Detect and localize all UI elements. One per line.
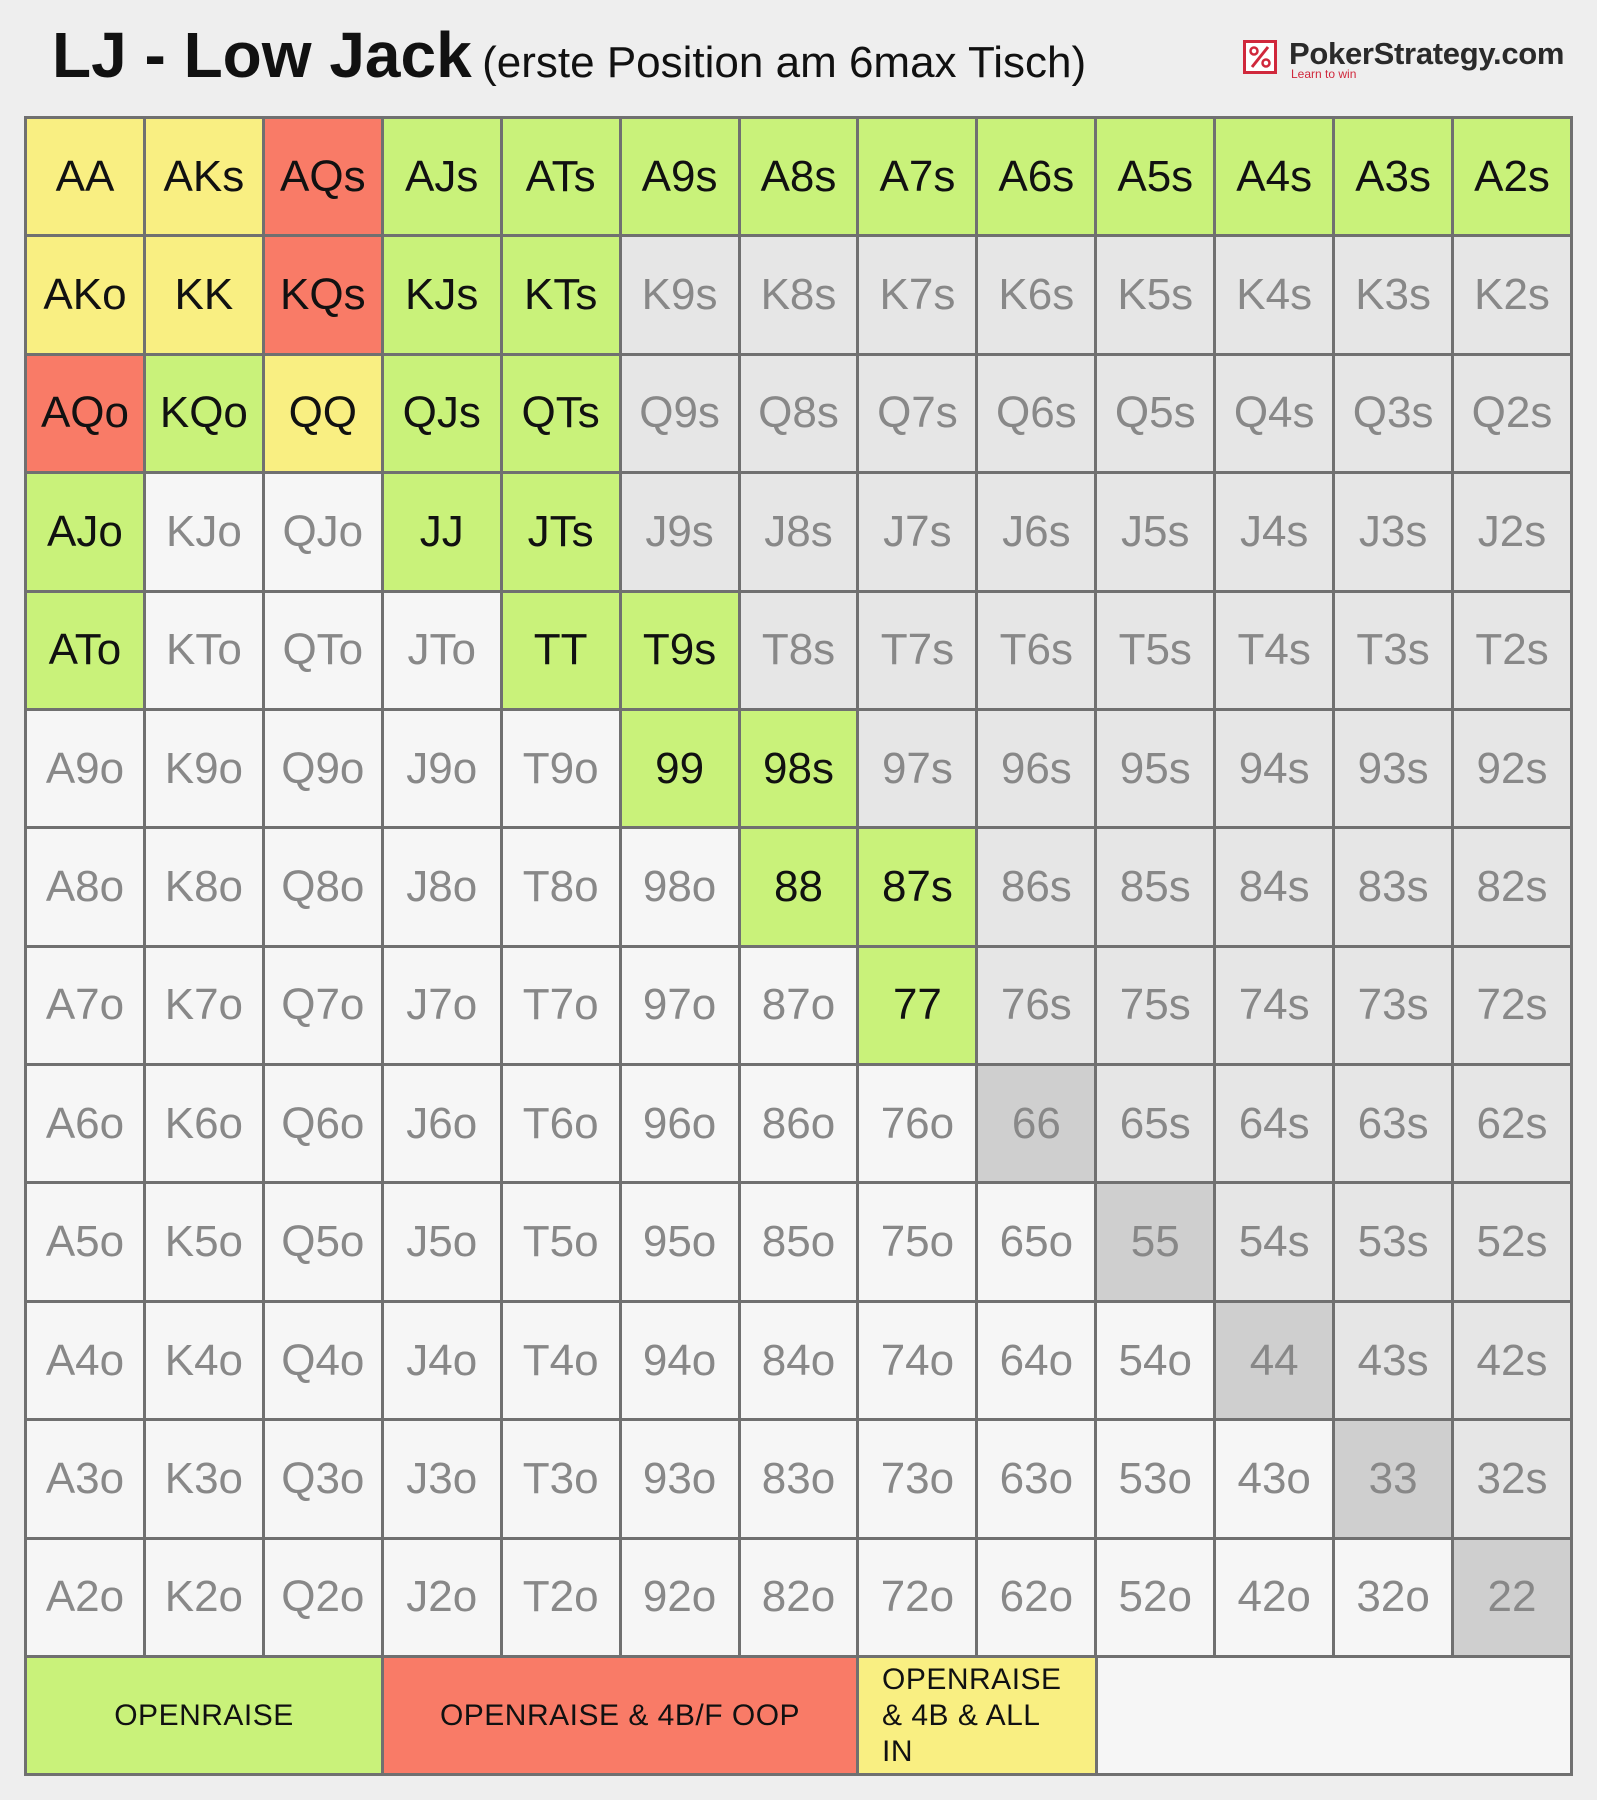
legend-empty-cell: [1098, 1658, 1570, 1773]
hand-cell-A6s: A6s: [978, 119, 1094, 234]
hand-cell-74o: 74o: [859, 1303, 975, 1418]
hand-cell-Q8o: Q8o: [265, 829, 381, 944]
hand-cell-55: 55: [1097, 1184, 1213, 1299]
hand-cell-J8o: J8o: [384, 829, 500, 944]
hand-cell-K3o: K3o: [146, 1421, 262, 1536]
hand-cell-52s: 52s: [1454, 1184, 1570, 1299]
hand-cell-76s: 76s: [978, 948, 1094, 1063]
hand-cell-53o: 53o: [1097, 1421, 1213, 1536]
hand-cell-KK: KK: [146, 237, 262, 352]
hand-cell-KJs: KJs: [384, 237, 500, 352]
hand-cell-K7s: K7s: [859, 237, 975, 352]
hand-cell-98o: 98o: [622, 829, 738, 944]
hand-cell-KQs: KQs: [265, 237, 381, 352]
hand-cell-Q3o: Q3o: [265, 1421, 381, 1536]
hand-cell-ATs: ATs: [503, 119, 619, 234]
legend: [24, 1655, 1573, 1776]
hand-cell-T5o: T5o: [503, 1184, 619, 1299]
hand-cell-A5s: A5s: [1097, 119, 1213, 234]
hand-cell-Q2s: Q2s: [1454, 356, 1570, 471]
hand-cell-98s: 98s: [741, 711, 857, 826]
hand-cell-92o: 92o: [622, 1540, 738, 1655]
hand-cell-J4s: J4s: [1216, 474, 1332, 589]
legend-label: OPENRAISE & 4B/F OOP: [439, 1698, 801, 1732]
hand-cell-AA: AA: [27, 119, 143, 234]
hand-cell-Q9s: Q9s: [622, 356, 738, 471]
hand-cell-62o: 62o: [978, 1540, 1094, 1655]
hand-cell-QQ: QQ: [265, 356, 381, 471]
hand-cell-J9o: J9o: [384, 711, 500, 826]
hand-cell-K6o: K6o: [146, 1066, 262, 1181]
hand-cell-J5s: J5s: [1097, 474, 1213, 589]
hand-cell-J3o: J3o: [384, 1421, 500, 1536]
hand-cell-AQs: AQs: [265, 119, 381, 234]
hand-cell-JJ: JJ: [384, 474, 500, 589]
hand-cell-J5o: J5o: [384, 1184, 500, 1299]
hand-cell-93s: 93s: [1335, 711, 1451, 826]
hand-cell-T3s: T3s: [1335, 593, 1451, 708]
hand-cell-T9o: T9o: [503, 711, 619, 826]
hand-cell-K8s: K8s: [741, 237, 857, 352]
hand-cell-52o: 52o: [1097, 1540, 1213, 1655]
hand-cell-53s: 53s: [1335, 1184, 1451, 1299]
hand-cell-A8s: A8s: [741, 119, 857, 234]
hand-cell-73o: 73o: [859, 1421, 975, 1536]
percent-card-icon: [1243, 40, 1277, 74]
hand-cell-K6s: K6s: [978, 237, 1094, 352]
hand-cell-84s: 84s: [1216, 829, 1332, 944]
hand-cell-86o: 86o: [741, 1066, 857, 1181]
hand-range-grid: [24, 116, 1573, 1658]
hand-cell-65s: 65s: [1097, 1066, 1213, 1181]
hand-cell-JTo: JTo: [384, 593, 500, 708]
hand-cell-75s: 75s: [1097, 948, 1213, 1063]
hand-cell-Q4s: Q4s: [1216, 356, 1332, 471]
hand-cell-K9o: K9o: [146, 711, 262, 826]
hand-cell-K3s: K3s: [1335, 237, 1451, 352]
hand-cell-32s: 32s: [1454, 1421, 1570, 1536]
hand-cell-66: 66: [978, 1066, 1094, 1181]
hand-cell-K5s: K5s: [1097, 237, 1213, 352]
hand-cell-84o: 84o: [741, 1303, 857, 1418]
header: [0, 0, 1597, 118]
hand-cell-K8o: K8o: [146, 829, 262, 944]
hand-cell-73s: 73s: [1335, 948, 1451, 1063]
hand-cell-J7o: J7o: [384, 948, 500, 1063]
hand-cell-93o: 93o: [622, 1421, 738, 1536]
hand-cell-A5o: A5o: [27, 1184, 143, 1299]
logo-tagline: Learn to win: [1291, 67, 1357, 81]
hand-cell-33: 33: [1335, 1421, 1451, 1536]
hand-cell-QJs: QJs: [384, 356, 500, 471]
hand-cell-Q2o: Q2o: [265, 1540, 381, 1655]
hand-cell-A4s: A4s: [1216, 119, 1332, 234]
hand-cell-AJs: AJs: [384, 119, 500, 234]
hand-cell-T2o: T2o: [503, 1540, 619, 1655]
hand-cell-44: 44: [1216, 1303, 1332, 1418]
hand-cell-63s: 63s: [1335, 1066, 1451, 1181]
hand-cell-65o: 65o: [978, 1184, 1094, 1299]
hand-cell-83o: 83o: [741, 1421, 857, 1536]
hand-cell-T5s: T5s: [1097, 593, 1213, 708]
hand-cell-32o: 32o: [1335, 1540, 1451, 1655]
hand-cell-86s: 86s: [978, 829, 1094, 944]
hand-cell-T7o: T7o: [503, 948, 619, 1063]
hand-cell-J6s: J6s: [978, 474, 1094, 589]
hand-cell-54o: 54o: [1097, 1303, 1213, 1418]
hand-cell-94s: 94s: [1216, 711, 1332, 826]
hand-cell-A3o: A3o: [27, 1421, 143, 1536]
hand-cell-T4o: T4o: [503, 1303, 619, 1418]
hand-cell-96o: 96o: [622, 1066, 738, 1181]
hand-cell-42s: 42s: [1454, 1303, 1570, 1418]
hand-cell-K2s: K2s: [1454, 237, 1570, 352]
hand-cell-AJo: AJo: [27, 474, 143, 589]
legend-item-fourbet-fold: [384, 1658, 856, 1773]
hand-cell-72o: 72o: [859, 1540, 975, 1655]
hand-cell-96s: 96s: [978, 711, 1094, 826]
hand-cell-J3s: J3s: [1335, 474, 1451, 589]
hand-cell-64o: 64o: [978, 1303, 1094, 1418]
hand-cell-A9s: A9s: [622, 119, 738, 234]
hand-cell-AQo: AQo: [27, 356, 143, 471]
hand-cell-A2o: A2o: [27, 1540, 143, 1655]
hand-cell-99: 99: [622, 711, 738, 826]
hand-cell-AKs: AKs: [146, 119, 262, 234]
hand-cell-A9o: A9o: [27, 711, 143, 826]
hand-cell-Q5o: Q5o: [265, 1184, 381, 1299]
hand-cell-J9s: J9s: [622, 474, 738, 589]
hand-cell-T2s: T2s: [1454, 593, 1570, 708]
hand-cell-94o: 94o: [622, 1303, 738, 1418]
hand-cell-JTs: JTs: [503, 474, 619, 589]
hand-cell-J8s: J8s: [741, 474, 857, 589]
hand-cell-43s: 43s: [1335, 1303, 1451, 1418]
pokerstrategy-logo: [1243, 36, 1563, 86]
hand-cell-97o: 97o: [622, 948, 738, 1063]
hand-cell-Q8s: Q8s: [741, 356, 857, 471]
hand-cell-T6s: T6s: [978, 593, 1094, 708]
hand-cell-83s: 83s: [1335, 829, 1451, 944]
hand-cell-T7s: T7s: [859, 593, 975, 708]
hand-cell-T8s: T8s: [741, 593, 857, 708]
hand-cell-J7s: J7s: [859, 474, 975, 589]
hand-cell-72s: 72s: [1454, 948, 1570, 1063]
hand-cell-A7o: A7o: [27, 948, 143, 1063]
hand-cell-43o: 43o: [1216, 1421, 1332, 1536]
hand-cell-87o: 87o: [741, 948, 857, 1063]
hand-cell-QJo: QJo: [265, 474, 381, 589]
legend-item-openraise: [27, 1658, 381, 1773]
hand-cell-A4o: A4o: [27, 1303, 143, 1418]
hand-cell-82o: 82o: [741, 1540, 857, 1655]
hand-cell-92s: 92s: [1454, 711, 1570, 826]
hand-cell-82s: 82s: [1454, 829, 1570, 944]
hand-cell-77: 77: [859, 948, 975, 1063]
hand-cell-Q3s: Q3s: [1335, 356, 1451, 471]
hand-cell-J4o: J4o: [384, 1303, 500, 1418]
hand-cell-KJo: KJo: [146, 474, 262, 589]
hand-cell-T3o: T3o: [503, 1421, 619, 1536]
hand-cell-T9s: T9s: [622, 593, 738, 708]
hand-cell-T8o: T8o: [503, 829, 619, 944]
logo-name: PokerStrategy.com: [1289, 36, 1565, 71]
hand-cell-K4s: K4s: [1216, 237, 1332, 352]
hand-cell-63o: 63o: [978, 1421, 1094, 1536]
hand-cell-54s: 54s: [1216, 1184, 1332, 1299]
hand-cell-J2o: J2o: [384, 1540, 500, 1655]
hand-cell-K2o: K2o: [146, 1540, 262, 1655]
hand-cell-87s: 87s: [859, 829, 975, 944]
hand-cell-Q7s: Q7s: [859, 356, 975, 471]
legend-label: OPENRAISE & 4B & ALL IN: [882, 1662, 1062, 1768]
hand-cell-85o: 85o: [741, 1184, 857, 1299]
hand-cell-A6o: A6o: [27, 1066, 143, 1181]
hand-cell-95s: 95s: [1097, 711, 1213, 826]
hand-cell-64s: 64s: [1216, 1066, 1332, 1181]
hand-cell-K5o: K5o: [146, 1184, 262, 1299]
hand-cell-K9s: K9s: [622, 237, 738, 352]
hand-cell-KTo: KTo: [146, 593, 262, 708]
hand-cell-KTs: KTs: [503, 237, 619, 352]
hand-cell-Q5s: Q5s: [1097, 356, 1213, 471]
hand-cell-95o: 95o: [622, 1184, 738, 1299]
hand-cell-76o: 76o: [859, 1066, 975, 1181]
page-title: [52, 18, 1086, 92]
hand-cell-A8o: A8o: [27, 829, 143, 944]
legend-item-allin: [859, 1658, 1095, 1773]
hand-cell-AKo: AKo: [27, 237, 143, 352]
hand-cell-QTs: QTs: [503, 356, 619, 471]
hand-cell-85s: 85s: [1097, 829, 1213, 944]
hand-cell-Q4o: Q4o: [265, 1303, 381, 1418]
hand-cell-TT: TT: [503, 593, 619, 708]
title-subtitle: (erste Position am 6max Tisch): [482, 38, 1087, 87]
hand-cell-Q6o: Q6o: [265, 1066, 381, 1181]
hand-cell-K7o: K7o: [146, 948, 262, 1063]
title-main: LJ - Low Jack: [52, 19, 472, 91]
hand-cell-A3s: A3s: [1335, 119, 1451, 234]
hand-cell-KQo: KQo: [146, 356, 262, 471]
hand-cell-T4s: T4s: [1216, 593, 1332, 708]
hand-cell-62s: 62s: [1454, 1066, 1570, 1181]
hand-cell-J6o: J6o: [384, 1066, 500, 1181]
hand-cell-ATo: ATo: [27, 593, 143, 708]
hand-cell-75o: 75o: [859, 1184, 975, 1299]
hand-cell-K4o: K4o: [146, 1303, 262, 1418]
hand-cell-QTo: QTo: [265, 593, 381, 708]
hand-cell-T6o: T6o: [503, 1066, 619, 1181]
hand-cell-Q9o: Q9o: [265, 711, 381, 826]
hand-cell-74s: 74s: [1216, 948, 1332, 1063]
hand-cell-A2s: A2s: [1454, 119, 1570, 234]
hand-cell-Q7o: Q7o: [265, 948, 381, 1063]
hand-cell-A7s: A7s: [859, 119, 975, 234]
hand-cell-42o: 42o: [1216, 1540, 1332, 1655]
hand-cell-Q6s: Q6s: [978, 356, 1094, 471]
hand-cell-22: 22: [1454, 1540, 1570, 1655]
hand-cell-88: 88: [741, 829, 857, 944]
legend-label: OPENRAISE: [114, 1698, 294, 1732]
hand-cell-J2s: J2s: [1454, 474, 1570, 589]
hand-cell-97s: 97s: [859, 711, 975, 826]
